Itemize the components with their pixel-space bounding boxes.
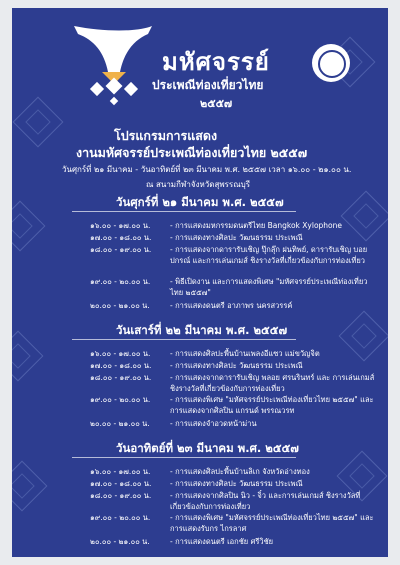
schedule-desc: - การแสดงจากดารารับเชิญ พลอย ศรนรินทร์ และ การเล่นเกมส์ชิงรางวัลที่เกี่ยวข้องกับการท่องเที่ยว xyxy=(170,373,375,393)
schedule-time: ๑๗.๐๐ - ๑๘.๐๐ น. xyxy=(90,479,152,488)
schedule-time: ๑๗.๐๐ - ๑๘.๐๐ น. xyxy=(90,361,152,370)
schedule-desc: - การแสดงทางศิลปะ วัฒนธรรม ประเพณี xyxy=(170,233,303,242)
brand-subtitle: ประเพณีท่องเที่ยวไทย xyxy=(152,78,264,92)
brand-title: มหัศจรรย์ xyxy=(162,47,270,76)
schedule-time: ๑๘.๐๐ - ๑๙.๐๐ น. xyxy=(90,245,152,254)
schedule-time: ๑๘.๐๐ - ๑๙.๐๐ น. xyxy=(90,491,152,500)
schedule-desc: - การแสดงดนตรี อาภาพร นครสวรรค์ xyxy=(170,301,293,310)
schedule-desc: - พิธีเปิดงาน และการแสดงพิเศษ "มหัศจรรย์ประเพณีท่องเที่ยวไทย ๒๕๕๗" xyxy=(170,277,368,297)
event-venue: ณ สนามกีฬาจังหวัดสุพรรณบุรี xyxy=(146,180,250,189)
schedule-time: ๑๘.๐๐ - ๑๙.๐๐ น. xyxy=(90,373,152,382)
ornament-logo xyxy=(64,18,160,118)
day-heading: วันเสาร์ที่ ๒๒ มีนาคม พ.ศ. ๒๕๕๗ xyxy=(116,323,288,337)
schedule-time: ๑๙.๐๐ - ๒๐.๐๐ น. xyxy=(90,277,151,286)
schedule-time: ๒๐.๐๐ - ๒๑.๐๐ น. xyxy=(90,537,150,546)
schedule-time: ๑๙.๐๐ - ๒๐.๐๐ น. xyxy=(90,395,151,404)
schedule-time: ๑๖.๐๐ - ๑๗.๐๐ น. xyxy=(90,221,151,230)
event-dates: วันศุกร์ที่ ๒๑ มีนาคม - วันอาทิตย์ที่ ๒๓ มีนาคม พ.ศ. ๒๕๕๗ เวลา ๑๖.๐๐ - ๒๑.๐๐ น. xyxy=(62,165,352,174)
schedule-time: ๑๖.๐๐ - ๑๗.๐๐ น. xyxy=(90,467,151,476)
day-heading: วันอาทิตย์ที่ ๒๓ มีนาคม พ.ศ. ๒๕๕๗ xyxy=(116,441,299,455)
program-title: โปรแกรมการแสดง xyxy=(114,128,218,143)
schedule-desc: - การแสดงทางศิลปะ วัฒนธรรม ประเพณี xyxy=(170,361,303,370)
day-divider xyxy=(72,457,296,458)
event-name: งานมหัศจรรย์ประเพณีท่องเที่ยวไทย ๒๕๕๗ xyxy=(76,145,308,160)
decor-diamond xyxy=(12,331,43,382)
decor-diamond xyxy=(12,461,47,512)
schedule-time: ๑๖.๐๐ - ๑๗.๐๐ น. xyxy=(90,349,151,358)
schedule-desc: - การแสดงจากศิลปิน นิว - จิ๋ว และการเล่นเกมส์ ชิงรางวัลที่เกี่ยวข้องกับการท่องเที่ยว xyxy=(170,491,361,511)
schedule-desc: - การแสดงศิลปะพื้นบ้านเพลงอีแซว แม่ขวัญจิต xyxy=(170,349,320,358)
day-heading: วันศุกร์ที่ ๒๑ มีนาคม พ.ศ. ๒๕๕๗ xyxy=(116,195,284,209)
schedule-time: ๒๐.๐๐ - ๒๑.๐๐ น. xyxy=(90,419,150,428)
schedule-desc: - การแสดงมหกรรมดนตรีไทย Bangkok Xylophone xyxy=(170,221,343,230)
tourism-seal-logo xyxy=(312,44,350,82)
event-poster xyxy=(12,8,388,557)
schedule-desc: - การแสดงทางศิลปะ วัฒนธรรม ประเพณี xyxy=(170,479,303,488)
schedule-desc: - การแสดงจากดารารับเชิญ ปุ๊กลุ๊ก ฝนทิพย์, ดารารับเชิญ บอย ปกรณ์ และการเล่นเกมส์ ชิงรางวัลที่เกี่ยวข้องกับการท่องเที่ยว xyxy=(170,245,368,265)
day-divider xyxy=(72,339,296,340)
schedule-desc: - การแสดงพิเศษ "มหัศจรรย์ประเพณีท่องเที่ยวไทย ๒๕๕๗" และการแสดงรับกร ไกรลาศ xyxy=(170,513,374,533)
schedule-time: ๑๗.๐๐ - ๑๘.๐๐ น. xyxy=(90,233,152,242)
schedule-desc: - การแสดงดนตรี เอกชัย ศรีวิชัย xyxy=(170,537,274,546)
poster-header xyxy=(12,8,388,126)
decor-diamond xyxy=(12,201,45,252)
schedule-desc: - การแสดงจำอวดหน้าม่าน xyxy=(170,419,257,428)
schedule-desc: - การแสดงศิลปะพื้นบ้านลิเก จังหวัดอ่างทอง xyxy=(170,467,310,476)
brand-year: ๒๕๕๗ xyxy=(200,97,233,110)
day-divider xyxy=(72,211,296,212)
schedule-desc: - การแสดงพิเศษ "มหัศจรรย์ประเพณีท่องเที่ยวไทย ๒๕๕๗" และ การแสดงจากศิลปิน แกรนด์ พรรณวรท xyxy=(170,395,374,415)
schedule-time: ๑๙.๐๐ - ๒๐.๐๐ น. xyxy=(90,513,151,522)
schedule-time: ๒๐.๐๐ - ๒๑.๐๐ น. xyxy=(90,301,150,310)
